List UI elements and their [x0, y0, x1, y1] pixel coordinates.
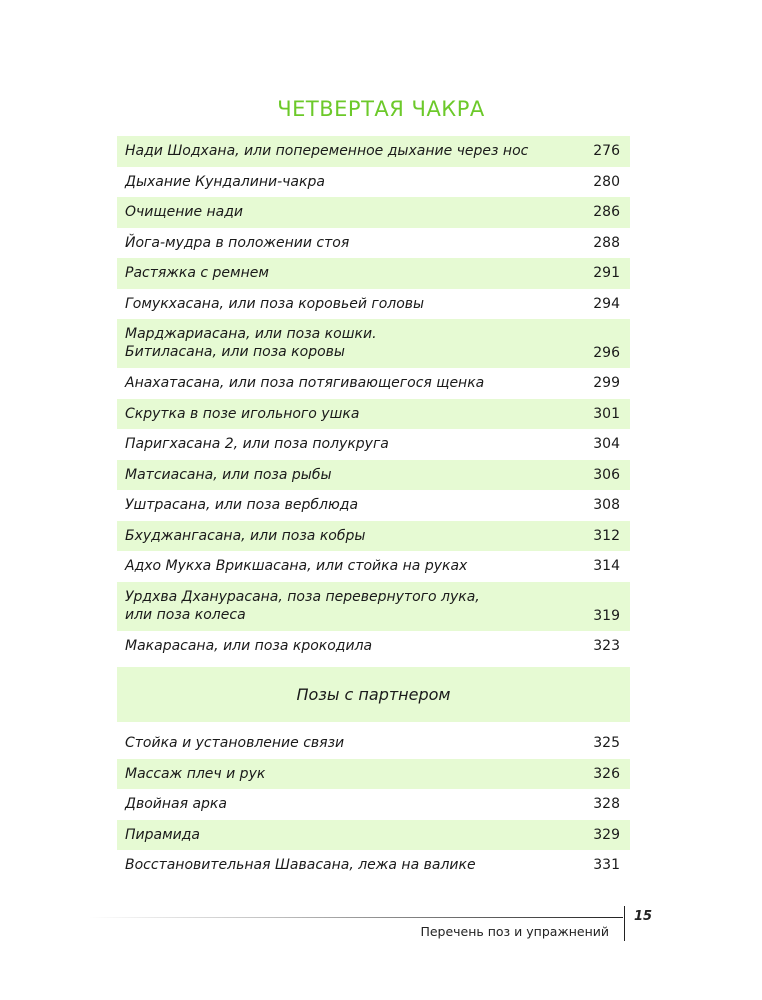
toc-row[interactable] — [117, 289, 630, 320]
entry-title: Нади Шодхана, или попеременное дыхание через нос — [125, 143, 529, 160]
entry-title: Дыхание Кундалини-чакра — [125, 173, 325, 190]
chapter-title: ЧЕТВЕРТАЯ ЧАКРА — [277, 97, 485, 121]
entry-page-number: 312 — [593, 527, 620, 544]
toc-row[interactable] — [117, 789, 630, 820]
entry-page-number: 306 — [593, 466, 620, 483]
entry-page-number: 276 — [593, 143, 620, 160]
toc-row[interactable] — [117, 429, 630, 460]
entry-page-number: 296 — [593, 345, 620, 361]
toc-row[interactable] — [117, 197, 630, 228]
subsection-heading: Позы с партнером — [117, 667, 630, 722]
entry-title: Растяжка с ремнем — [125, 265, 269, 282]
toc-row[interactable] — [117, 759, 630, 790]
toc-row[interactable] — [117, 228, 630, 259]
entry-title: Восстановительная Шавасана, лежа на валике — [125, 857, 476, 874]
footer-vertical-divider — [624, 906, 625, 941]
table-of-contents — [117, 136, 630, 881]
toc-row[interactable] — [117, 728, 630, 759]
entry-title: Уштрасана, или поза верблюда — [125, 497, 359, 514]
toc-row[interactable] — [117, 582, 630, 631]
toc-row[interactable] — [117, 551, 630, 582]
toc-row[interactable] — [117, 368, 630, 399]
running-footer-label: Перечень поз и упражнений — [420, 924, 609, 939]
entry-title: Йога-мудра в положении стоя — [125, 234, 350, 251]
toc-row[interactable] — [117, 490, 630, 521]
toc-row[interactable] — [117, 850, 630, 881]
entry-title: Гомукхасана, или поза коровьей головы — [125, 295, 425, 312]
toc-row[interactable] — [117, 820, 630, 851]
entry-page-number: 314 — [593, 558, 620, 575]
entry-page-number: 280 — [593, 173, 620, 190]
entry-page-number: 328 — [593, 796, 620, 813]
entry-page-number: 294 — [593, 295, 620, 312]
entry-title-line-1: Марджариасана, или поза кошки. — [125, 326, 377, 342]
entry-title — [125, 325, 377, 361]
entry-title: Скрутка в позе игольного ушка — [125, 405, 360, 422]
entry-title: Бхуджангасана, или поза кобры — [125, 527, 366, 544]
entry-page-number: 304 — [593, 436, 620, 453]
entry-page-number: 299 — [593, 375, 620, 392]
toc-row[interactable] — [117, 319, 630, 368]
page-number: 15 — [634, 909, 653, 924]
entry-page-number: 326 — [593, 765, 620, 782]
entry-page-number: 325 — [593, 735, 620, 752]
entry-title: Паригхасана 2, или поза полукруга — [125, 436, 389, 453]
entry-page-number: 319 — [593, 607, 620, 624]
toc-row[interactable] — [117, 258, 630, 289]
entry-title: Матсиасана, или поза рыбы — [125, 466, 332, 483]
entry-title-line-1: Урдхва Дханурасана, поза перевернутого лука, — [125, 588, 480, 605]
entry-title: Стойка и установление связи — [125, 735, 345, 752]
entry-title: Двойная арка — [125, 796, 227, 813]
entry-page-number: 291 — [593, 265, 620, 282]
toc-row[interactable] — [117, 136, 630, 167]
entry-page-number: 329 — [593, 826, 620, 843]
entry-title-line-2: Битиласана, или поза коровы — [125, 344, 345, 360]
toc-row[interactable] — [117, 167, 630, 198]
entry-title: Адхо Мукха Врикшасана, или стойка на руках — [125, 558, 468, 575]
entry-title — [125, 588, 480, 624]
entry-page-number: 286 — [593, 204, 620, 221]
entry-title: Анахатасана, или поза потягивающегося щенка — [125, 375, 485, 392]
entry-title: Макарасана, или поза крокодила — [125, 637, 373, 654]
toc-row[interactable] — [117, 460, 630, 491]
toc-row[interactable] — [117, 521, 630, 552]
entry-title: Очищение нади — [125, 204, 244, 221]
footer-divider — [88, 917, 623, 918]
entry-page-number: 301 — [593, 405, 620, 422]
toc-row[interactable] — [117, 399, 630, 430]
entry-page-number: 323 — [593, 637, 620, 654]
entry-page-number: 331 — [593, 857, 620, 874]
toc-row[interactable] — [117, 631, 630, 662]
entry-title: Пирамида — [125, 826, 201, 843]
entry-title: Массаж плеч и рук — [125, 765, 266, 782]
entry-page-number: 308 — [593, 497, 620, 514]
entry-page-number: 288 — [593, 234, 620, 251]
entry-title-line-2: или поза колеса — [125, 606, 246, 623]
